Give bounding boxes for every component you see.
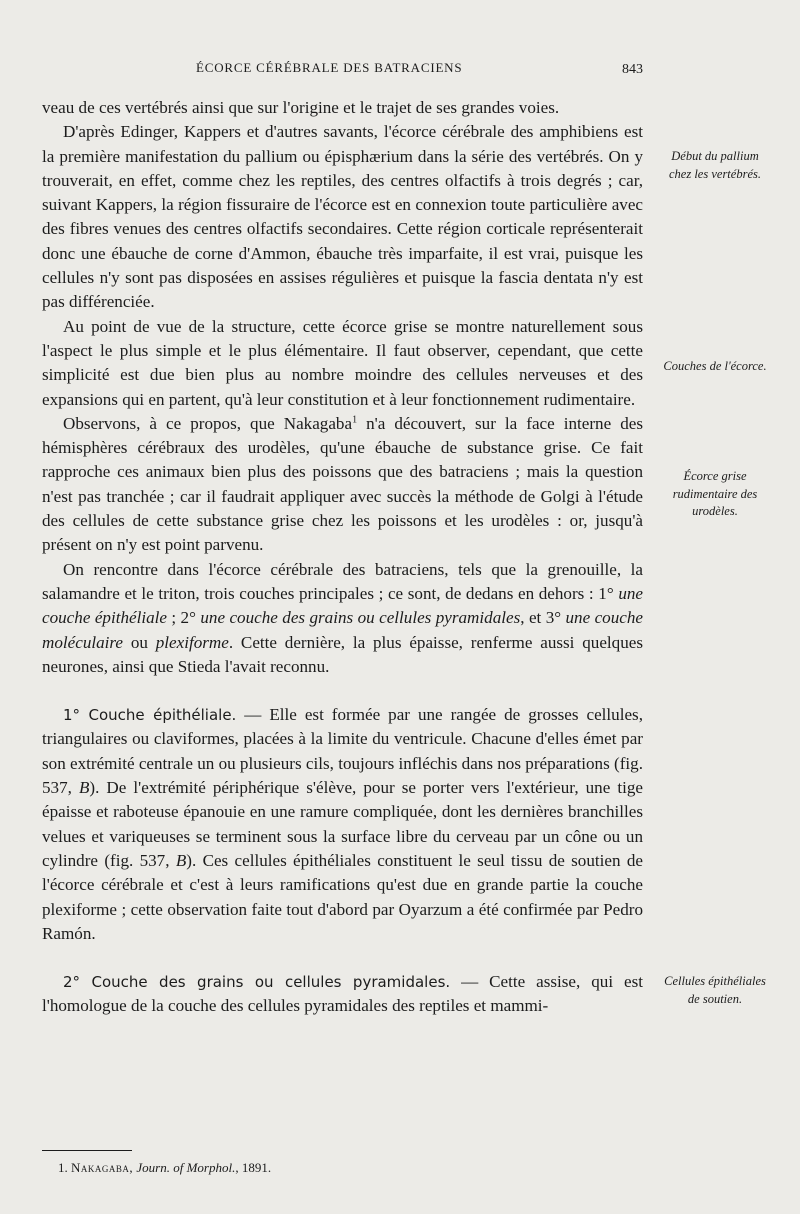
paragraph-text: . Cette dernière, la plus épaisse, renferme aussi quelques neurones, ainsi que Stieda l'avait reconnu. xyxy=(42,632,644,676)
paragraph-edinger: D'après Edinger, Kappers et d'autres savants, l'écorce cérébrale des amphibiens est la première manifestation du pallium ou épisphærium dans la série des vertébrés. On y trouverait, en effet, comme chez les reptiles, des centres olfactifs à trois degrés ; car, suivant Kappers, la région fissuraire de l'écorce est en connexion toute particulière avec des fibres venues des centres olfactifs secondaires. Cette région corticale représenterait donc une ébauche de corne d'Ammon, ébauche très imparfaite, il est vrai, puisque les cellules n'y sont pas disposées en assises régulières et puisque la fascia dentata n'y est pas différenciée. xyxy=(42,122,643,312)
margin-note-pallium: Début du pallium chez les vertébrés. xyxy=(669,149,761,181)
paragraph-text: — Cette assise, qui est l'homologue de la couche des cellules pyramidales des reptiles et mammi- xyxy=(42,972,643,1016)
paragraph-text: ). De l'extrémité périphérique s'élève, pour se porter vers l'extérieur, une tige épaisse et raboteuse épanouie en une ramure compliquée, dont les dernières branchilles velues et variqueuses se terminent sous la surface libre du cerveau par un cône ou un cylindre (fig. 537, xyxy=(42,778,643,870)
running-title: ÉCORCE CÉRÉBRALE DES BATRACIENS xyxy=(196,60,463,75)
paragraph-text: n'a découvert, sur la face interne des hémisphères cérébraux des urodèles, qu'une ébauche de substance grise. Ce fait rapproche ces animaux bien plus des poissons que des batraciens ; mais la question n'est pas tranchée ; car il faudrait appliquer avec succès la méthode de Golgi à l'étude des cellules de cette substance grise chez les poissons et les urodèles : or, jusqu'à présent on n'y est point parvenu. xyxy=(42,413,643,555)
italic-term: une couche moléculaire xyxy=(42,608,643,652)
paragraph-three-layers xyxy=(42,558,643,679)
page-number: 843 xyxy=(622,62,643,77)
paragraph-text: — Elle est formée par une rangée de grosses cellules, triangulaires ou claviformes, placées à la limite du ventricule. Chacune d'elles émet par son extrémité centrale un ou plusieurs cils, toujours infléchis dans nos préparations (fig. 537, xyxy=(42,705,643,798)
margin-note-layers: Couches de l'écorce. xyxy=(663,359,767,373)
footnote-author: Nakagaba, xyxy=(71,1160,134,1175)
paragraph-text: ). Ces cellules épithéliales constituent le seul tissu de soutien de l'écorce cérébrale et c'est à leurs ramifications qu'est due en grande partie la couche plexiforme ; cette observation faite tout d'abord par Oyarzum a été confirmée par Pedro Ramón. xyxy=(42,850,643,943)
margin-note-urodeles: Écorce grise rudimentaire des urodèles. xyxy=(672,469,758,518)
section-heading: 1° Couche épithéliale. xyxy=(63,706,237,725)
paragraph-text: ou xyxy=(123,632,156,652)
section-heading: 2° Couche des grains ou cellules pyramidales. xyxy=(63,973,451,992)
page-header xyxy=(0,60,800,84)
paragraph-text: ; 2° xyxy=(166,608,201,628)
figure-letter: B xyxy=(78,778,90,798)
paragraph-text: Observons, à ce propos, que Nakagaba xyxy=(63,413,353,433)
footnote xyxy=(58,1160,271,1176)
footnote-rule xyxy=(42,1150,132,1151)
footnote-year: , 1891. xyxy=(235,1160,272,1175)
margin-note-epithelial: Cellules épithéliales de soutien. xyxy=(664,974,766,1006)
body-text xyxy=(42,96,643,1019)
italic-term: une couche épithéliale xyxy=(42,583,643,628)
footnote-journal: Journ. of Morphol. xyxy=(136,1160,236,1175)
footnote-number: 1. xyxy=(58,1160,68,1175)
paragraph-text: , et 3° xyxy=(520,608,566,628)
footnote-marker: 1 xyxy=(352,414,358,426)
italic-term: plexiforme xyxy=(155,632,229,652)
paragraph-text: On rencontre dans l'écorce cérébrale des batraciens, tels que la grenouille, la salamandre et le triton, trois couches principales ; ce sont, de dedans en dehors : 1° xyxy=(42,559,643,603)
paragraph-epithelial-layer xyxy=(42,703,643,946)
paragraph-structure: Au point de vue de la structure, cette écorce grise se montre naturellement sous l'aspect le plus simple et le plus élémentaire. Il faut observer, cependant, que cette simplicité est due bien plus au nombre moindre des cellules nerveuses et des expansions qui en partent, qu'à leur constitution et à leur fonctionnement rudimentaire. xyxy=(42,316,643,409)
figure-letter: B xyxy=(175,850,187,870)
paragraph-nakagaba xyxy=(42,412,643,558)
paragraph-continuation: veau de ces vertébrés ainsi que sur l'origine et le trajet de ses grandes voies. xyxy=(42,98,560,117)
italic-term: une couche des grains ou cellules pyramidales xyxy=(200,608,521,628)
paragraph-grain-layer xyxy=(42,970,643,1019)
